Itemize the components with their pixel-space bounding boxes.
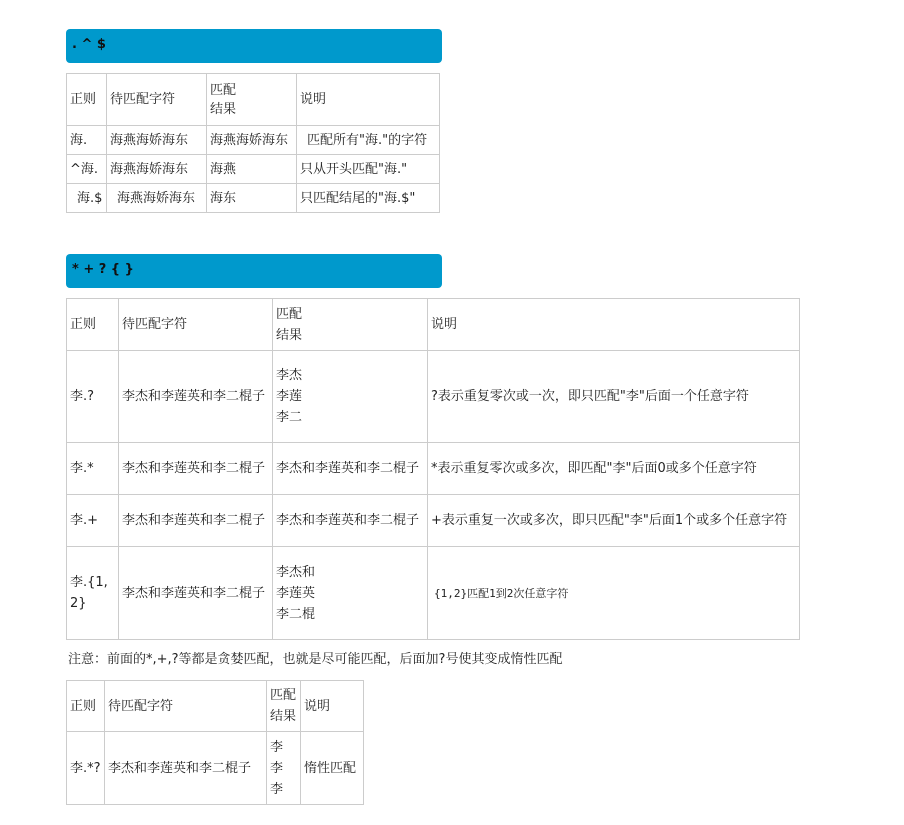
header-cell: 说明 [297, 74, 440, 126]
result-cell: 李杰和 李莲英 李二棍 [273, 547, 428, 640]
input-cell: 海燕海娇海东 [107, 184, 207, 213]
table-row [67, 495, 800, 547]
input-cell: 李杰和李莲英和李二棍子 [119, 547, 273, 640]
table-header-row [67, 299, 800, 351]
description-cell: 只从开头匹配"海." [297, 155, 440, 184]
regex-cell: 李.+ [67, 495, 119, 547]
result-cell: 海燕 [207, 155, 297, 184]
description-cell: 匹配所有"海."的字符 [297, 126, 440, 155]
regex-table-lazy [66, 680, 364, 805]
description-cell: +表示重复一次或多次，即只匹配"李"后面1个或多个任意字符 [428, 495, 800, 547]
input-cell: 海燕海娇海东 [107, 155, 207, 184]
header-cell: 待匹配字符 [105, 681, 267, 732]
header-cell: 说明 [428, 299, 800, 351]
header-cell: 正则 [67, 74, 107, 126]
header-cell: 匹配 结果 [267, 681, 301, 732]
result-cell: 李杰 李莲 李二 [273, 351, 428, 443]
input-cell: 李杰和李莲英和李二棍子 [119, 495, 273, 547]
input-cell: 海燕海娇海东 [107, 126, 207, 155]
regex-cell: 李.{1,2} [67, 547, 119, 640]
table-row [67, 443, 800, 495]
result-cell: 海燕海娇海东 [207, 126, 297, 155]
description-cell: *表示重复零次或多次，即匹配"李"后面0或多个任意字符 [428, 443, 800, 495]
result-cell: 海东 [207, 184, 297, 213]
header-cell: 正则 [67, 681, 105, 732]
header-cell: 匹配 结果 [207, 74, 297, 126]
regex-cell: 李.*? [67, 732, 105, 805]
header-cell: 待匹配字符 [107, 74, 207, 126]
regex-cell: 李.* [67, 443, 119, 495]
input-cell: 李杰和李莲英和李二棍子 [119, 443, 273, 495]
header-cell: 说明 [301, 681, 364, 732]
regex-cell: 李.? [67, 351, 119, 443]
table-row [67, 155, 440, 184]
section-heading-quantifiers: * + ? { } [66, 254, 442, 288]
table-row [67, 184, 440, 213]
input-cell: 李杰和李莲英和李二棍子 [119, 351, 273, 443]
table-row [67, 351, 800, 443]
result-cell: 李 李 李 [267, 732, 301, 805]
regex-cell: 海. [67, 126, 107, 155]
greedy-matching-note: 注意：前面的*,+,?等都是贪婪匹配，也就是尽可能匹配，后面加?号使其变成惰性匹配 [68, 652, 563, 667]
description-cell: {1,2}匹配1到2次任意字符 [428, 547, 800, 640]
table-row [67, 126, 440, 155]
result-cell: 李杰和李莲英和李二棍子 [273, 495, 428, 547]
header-cell: 待匹配字符 [119, 299, 273, 351]
table-header-row [67, 681, 364, 732]
table-header-row [67, 74, 440, 126]
regex-table-anchors [66, 73, 440, 213]
regex-cell: 海.$ [67, 184, 107, 213]
result-cell: 李杰和李莲英和李二棍子 [273, 443, 428, 495]
header-cell: 正则 [67, 299, 119, 351]
description-cell: 只匹配结尾的"海.$" [297, 184, 440, 213]
section-heading-anchors: . ^ $ [66, 29, 442, 63]
description-cell: 惰性匹配 [301, 732, 364, 805]
table-row [67, 732, 364, 805]
regex-cell: ^海. [67, 155, 107, 184]
description-cell: ?表示重复零次或一次，即只匹配"李"后面一个任意字符 [428, 351, 800, 443]
input-cell: 李杰和李莲英和李二棍子 [105, 732, 267, 805]
table-row [67, 547, 800, 640]
header-cell: 匹配 结果 [273, 299, 428, 351]
regex-table-quantifiers [66, 298, 800, 640]
